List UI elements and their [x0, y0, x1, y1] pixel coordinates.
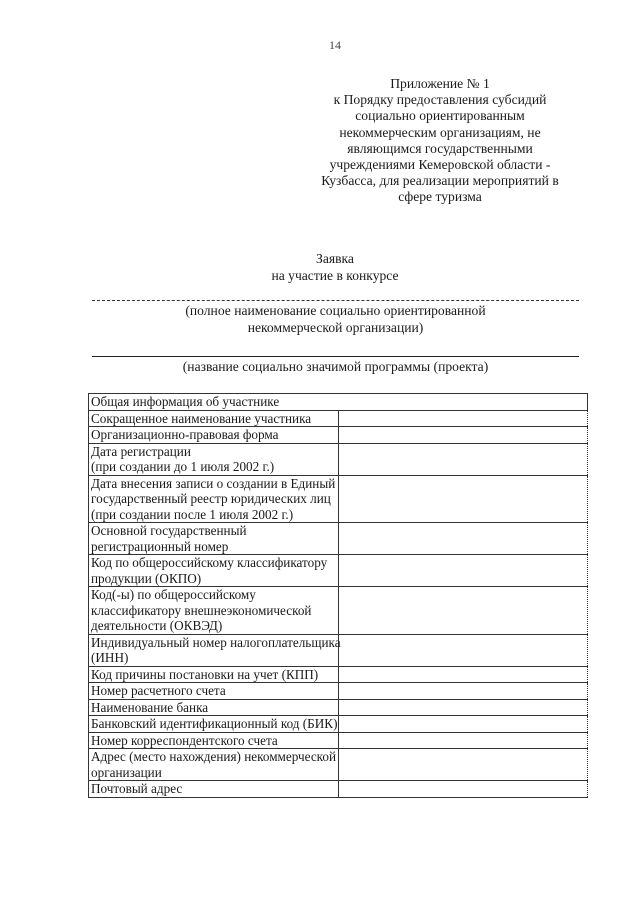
- table-header-row: [89, 394, 588, 411]
- field-value-cell[interactable]: [338, 683, 588, 700]
- field-value-cell[interactable]: [338, 716, 588, 733]
- field-value-cell[interactable]: [338, 587, 588, 635]
- field-label: [89, 523, 339, 555]
- appendix-line: некоммерческим организациям, не: [339, 124, 541, 140]
- title-line: на участие в конкурсе: [271, 268, 399, 283]
- program-name-caption: [92, 358, 579, 375]
- org-name-line[interactable]: [92, 300, 579, 301]
- field-label: [89, 427, 339, 444]
- field-label: [89, 716, 339, 733]
- table-row: [89, 475, 588, 523]
- field-value-cell[interactable]: [338, 555, 588, 587]
- field-label-line: Наименование банка: [91, 699, 209, 715]
- field-value-cell[interactable]: [338, 443, 588, 475]
- table-row: [89, 732, 588, 749]
- field-label-line: классификатору внешнеэкономической: [91, 602, 312, 618]
- field-label: [89, 443, 339, 475]
- field-label-line: (ИНН): [91, 650, 129, 665]
- field-label: [89, 410, 339, 427]
- table-row: [89, 587, 588, 635]
- field-label-line: Адрес (место нахождения) некоммерческой: [91, 749, 337, 764]
- field-label-line: Почтовый адрес: [91, 781, 183, 796]
- field-label-line: Номер корреспондентского счета: [91, 732, 278, 748]
- field-label-line: Сокращенное наименование участника: [91, 410, 312, 426]
- table-row: [89, 699, 588, 716]
- org-name-caption: [92, 302, 579, 336]
- field-label-line: организации: [91, 764, 162, 780]
- field-label: [89, 683, 339, 700]
- appendix-line: являющимся государственными: [347, 140, 533, 156]
- field-label: [89, 475, 339, 523]
- table-row: [89, 443, 588, 475]
- appendix-line: социально ориентированным: [355, 108, 525, 124]
- appendix-line: учреждениями Кемеровской области -: [329, 157, 551, 173]
- field-value-cell[interactable]: [338, 410, 588, 427]
- caption-line: (название социально значимой программы (проекта): [182, 359, 489, 374]
- field-label: [89, 749, 339, 781]
- field-value-cell[interactable]: [338, 781, 588, 798]
- field-label: [89, 666, 339, 683]
- table-row: [89, 781, 588, 798]
- field-label: [89, 587, 339, 635]
- field-label-line: (при создании после 1 июля 2002 г.): [91, 506, 294, 522]
- field-label-line: Номер расчетного счета: [91, 683, 226, 698]
- field-value-cell[interactable]: [338, 475, 588, 523]
- table-row: [89, 427, 588, 444]
- field-label-line: Код по общероссийскому классификатору: [91, 555, 328, 570]
- appendix-line: Кузбасса, для реализации мероприятий в: [321, 173, 559, 189]
- table-row: [89, 716, 588, 733]
- field-label: [89, 732, 339, 749]
- participant-info-table: [88, 393, 588, 798]
- field-label-line: государственный реестр юридических лиц: [91, 491, 331, 506]
- field-value-cell[interactable]: [338, 523, 588, 555]
- appendix-header: [296, 76, 584, 206]
- field-label: [89, 634, 339, 666]
- field-value-cell[interactable]: [338, 749, 588, 781]
- table-row: [89, 749, 588, 781]
- field-value-cell[interactable]: [338, 666, 588, 683]
- field-label: [89, 555, 339, 587]
- field-label-line: Банковский идентификационный код (БИК): [91, 716, 338, 731]
- table-row: [89, 666, 588, 683]
- field-value-cell[interactable]: [338, 732, 588, 749]
- field-label-line: (при создании до 1 июля 2002 г.): [91, 459, 275, 474]
- page-number: 14: [329, 38, 341, 52]
- field-label-line: Дата внесения записи о создании в Единый: [91, 475, 336, 491]
- appendix-line: к Порядку предоставления субсидий: [333, 92, 547, 108]
- field-label-line: продукции (ОКПО): [91, 570, 202, 586]
- table-row: [89, 634, 588, 666]
- document-title: [0, 250, 640, 284]
- table-row: [89, 555, 588, 587]
- caption-line: (полное наименование социально ориентированной: [185, 303, 486, 318]
- field-label-line: Дата регистрации: [91, 443, 191, 459]
- appendix-line: сфере туризма: [398, 189, 482, 205]
- field-value-cell[interactable]: [338, 634, 588, 666]
- program-name-line[interactable]: [92, 356, 579, 357]
- field-value-cell[interactable]: [338, 699, 588, 716]
- field-label-line: Индивидуальный номер налогоплательщика: [91, 634, 341, 650]
- table-row: [89, 523, 588, 555]
- field-label-line: Основной государственный: [91, 523, 247, 538]
- table-header: Общая информация об участнике: [89, 394, 588, 411]
- table-row: [89, 410, 588, 427]
- caption-line: некоммерческой организации): [247, 320, 424, 335]
- field-value-cell[interactable]: [338, 427, 588, 444]
- appendix-line: Приложение № 1: [390, 76, 490, 91]
- title-line: Заявка: [316, 251, 354, 266]
- field-label-line: Код(-ы) по общероссийскому: [91, 587, 256, 602]
- field-label-line: Код причины постановки на учет (КПП): [91, 666, 319, 682]
- field-label: [89, 781, 339, 798]
- field-label-line: Организационно-правовая форма: [91, 427, 279, 442]
- table-row: [89, 683, 588, 700]
- field-label-line: регистрационный номер: [91, 538, 229, 554]
- field-label-line: деятельности (ОКВЭД): [91, 618, 223, 633]
- field-label: [89, 699, 339, 716]
